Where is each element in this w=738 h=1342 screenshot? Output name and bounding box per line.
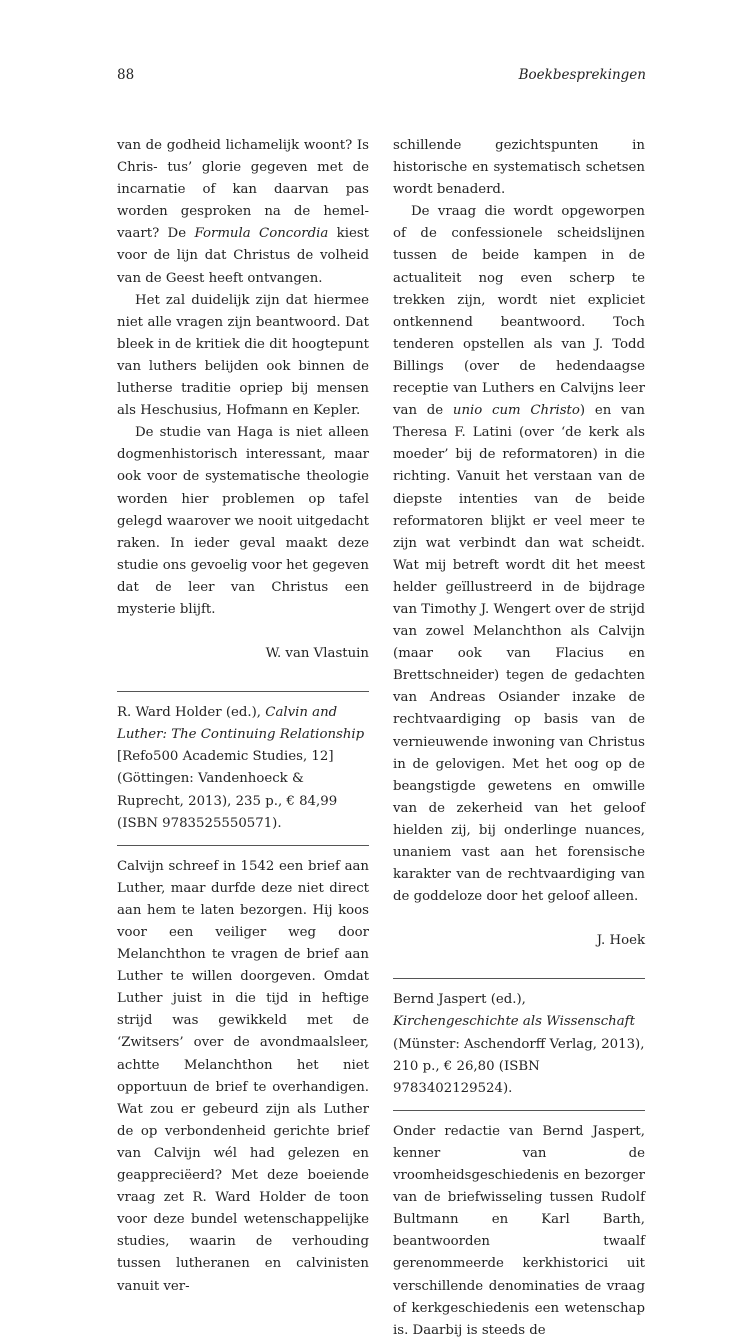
divider (393, 1110, 645, 1111)
divider (117, 845, 369, 846)
review-body: Calvijn schreef in 1542 een brief aan Luther, maar durfde deze niet direct aan hem te laten bezorgen. Hij koos voor een veiliger weg door Melanchthon te vragen de brief aan Luther te willen doorgeven. Omdat Luther juist in die tijd in heftige strijd was gewikkeld met de ‘Zwitsers’ over de avondmaalsleer, achtte Melanchthon het niet opportuun de brief te overhandigen. Wat zou er gebeurd zijn als Luther de op verbondenheid gerichte brief van Calvijn wél had gelezen en geappreciëerd? Met deze boeiende vraag zet R. Ward Holder de toon voor deze bundel wetenschappelijke studies, waarin de verhouding tussen lutheranen en calvinisten vanuit ver- (117, 858, 369, 1294)
paragraph: De studie van Haga is niet alleen dogmenhistorisch interessant, maar ook voor de systematische theologie worden hier problemen op tafel gelegd waarover we nooit uitgedacht raken. In ieder geval maakt deze studie ons gevoelig voor het gegeven dat de leer van Christus een mysterie blijft. (117, 425, 369, 617)
paragraph: schillende gezichtspunten in historische en systematisch schetsen wordt benaderd. (393, 138, 645, 198)
review-body: Onder redactie van Bernd Jaspert, kenner van de vroomheidsgeschiedenis en bezorger van de briefwisseling tussen Rudolf Bultmann en Karl Barth, beantwoorden twaalf gerenommeerde kerkhistorici uit verschillende denominaties de vraag of kerkgeschiedenis een wetenschap is. Daarbij is steeds de (393, 1123, 645, 1338)
paragraph: Het zal duidelijk zijn dat hiermee niet alle vragen zijn beantwoord. Dat bleek in de kritiek die dit hoogtepunt van luthers belijden ook binnen de lutherse traditie opriep bij mensen als Heschusius, Hofmann en Kepler. (117, 292, 369, 419)
paragraph: van de godheid lichamelijk woont? Is Chris- tus’ glorie gegeven met de incarnatie of kan daarvan pas worden gesproken na de hemel- vaart? De Formula Concordia kiest voor de lijn dat Christus de volheid van de Geest heeft ontvangen. (117, 138, 370, 286)
signature: W. van Vlastuin (265, 646, 369, 662)
left-column (117, 135, 369, 1298)
right-column (393, 135, 645, 1342)
signature: J. Hoek (596, 933, 645, 949)
book-reference: R. Ward Holder (ed.), Calvin and Luther: The Continuing Relationship [Refo500 Academic Studies, 12] (Göttingen: Vandenhoeck & Ruprecht, 2013), 235 p., € 84,99 (ISBN 9783525550571). (117, 705, 365, 831)
page-number: 88 (117, 67, 135, 83)
book-reference: Bernd Jaspert (ed.), Kirchengeschichte als Wissenschaft (Münster: Aschendorff Verlag, 2013), 210 p., € 26,80 (ISBN 9783402129524). (393, 992, 645, 1096)
paragraph: De vraag die wordt opgeworpen of de confessionele scheidslijnen tussen de beide kampen in de actualiteit nog even scherp te trekken zijn, wordt niet expliciet ontkennend beantwoord. Toch tenderen opstellen als van J. Todd Billings (over de hedendaagse receptie van Luthers en Calvijns leer van de unio cum Christo) en van Theresa F. Latini (over ‘de kerk als moeder’ bij de reformatoren) in die richting. Vanuit het verstaan van de diepste intenties van de beide reformatoren blijkt er veel meer te zijn wat verbindt dan wat scheidt. Wat mij betreft wordt dit het meest helder geïllustreerd in de bijdrage van Timothy J. Wengert over de strijd van zowel Melanchthon als Calvijn (maar ook van Flacius en Brettschneider) tegen de gedachten van Andreas Osiander inzake de rechtvaardiging op basis van de vernieuwende inwoning van Christus in de gelovigen. Met het oog op de beangstigde gewetens en omwille van de zekerheid van het geloof hielden zij, bij onderlinge nuances, unaniem vast aan het forensische karakter van de rechtvaardiging van de goddeloze door het geloof alleen. (393, 204, 645, 905)
running-head: Boekbesprekingen (518, 67, 646, 83)
